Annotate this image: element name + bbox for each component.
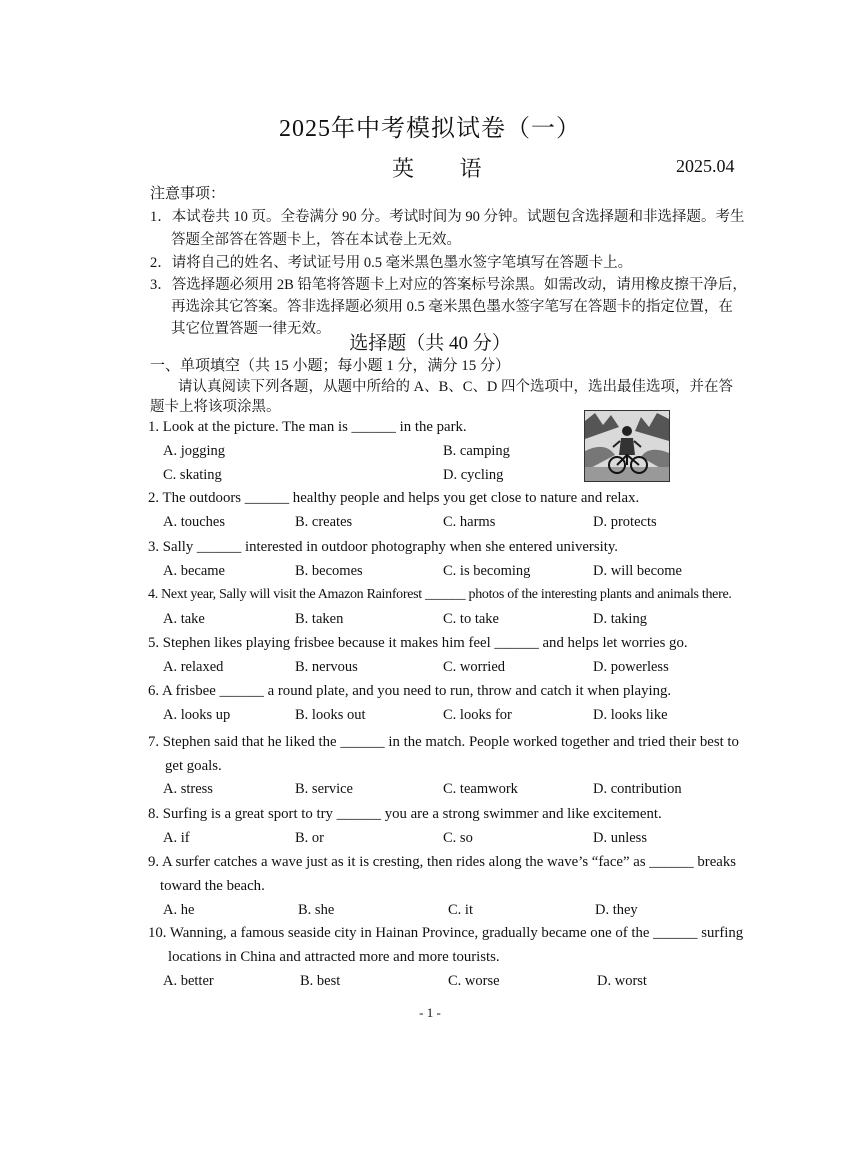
q3-option-a: A. became bbox=[163, 563, 225, 579]
q2-option-c: C. harms bbox=[443, 514, 496, 530]
q8-option-a: A. if bbox=[163, 830, 190, 846]
subject-label: 英 语 bbox=[392, 156, 502, 181]
q6-option-b: B. looks out bbox=[295, 707, 366, 723]
q8-option-c: C. so bbox=[443, 830, 473, 846]
q9-option-b: B. she bbox=[298, 902, 335, 918]
q10-option-a: A. better bbox=[163, 973, 214, 989]
question-3-stem: 3. Sally ______ interested in outdoor photography when she entered university. bbox=[148, 539, 618, 555]
q6-option-c: C. looks for bbox=[443, 707, 512, 723]
notice-line: 其它位置答题一律无效。 bbox=[171, 321, 331, 337]
question-6-stem: 6. A frisbee ______ a round plate, and you need to run, throw and catch it when playing. bbox=[148, 683, 672, 699]
q1-option-a: A. jogging bbox=[163, 443, 226, 459]
section-title: 选择题（共 40 分） bbox=[349, 333, 511, 354]
q2-option-b: B. creates bbox=[295, 514, 353, 530]
q2-option-a: A. touches bbox=[163, 514, 226, 530]
q7-option-d: D. contribution bbox=[593, 781, 682, 797]
q7-option-c: C. teamwork bbox=[443, 781, 518, 797]
q4-option-c: C. to take bbox=[443, 611, 499, 627]
q10-option-b: B. best bbox=[300, 973, 341, 989]
question-1-stem: 1. Look at the picture. The man is ______ in the park. bbox=[148, 419, 467, 435]
q7-option-b: B. service bbox=[295, 781, 353, 797]
q5-option-b: B. nervous bbox=[295, 659, 358, 675]
question-7-stem-continued: get goals. bbox=[165, 758, 222, 774]
exam-date: 2025.04 bbox=[676, 156, 735, 176]
q3-option-c: C. is becoming bbox=[443, 563, 531, 579]
q8-option-d: D. unless bbox=[593, 830, 647, 846]
q5-option-a: A. relaxed bbox=[163, 659, 224, 675]
notice-line: 2．请将自己的姓名、考试证号用 0.5 毫米黑色墨水签字笔填写在答题卡上。 bbox=[150, 255, 633, 271]
q3-option-d: D. will become bbox=[593, 563, 682, 579]
question-9-stem: 9. A surfer catches a wave just as it is cresting, then rides along the wave’s “face” as ______ breaks bbox=[148, 854, 736, 870]
part-heading: 一、单项填空（共 15 小题；每小题 1 分，满分 15 分） bbox=[150, 358, 511, 374]
q1-option-d: D. cycling bbox=[443, 467, 504, 483]
q1-option-b: B. camping bbox=[443, 443, 510, 459]
exam-title: 2025年中考模拟试卷（一） bbox=[279, 116, 581, 142]
q10-option-c: C. worse bbox=[448, 973, 500, 989]
q1-option-c: C. skating bbox=[163, 467, 222, 483]
notice-line: 1．本试卷共 10 页。全卷满分 90 分。考试时间为 90 分钟。试题包含选择题和非选择题。考生 bbox=[150, 209, 745, 225]
q4-option-a: A. take bbox=[163, 611, 205, 627]
q9-option-d: D. they bbox=[595, 902, 638, 918]
q2-option-d: D. protects bbox=[593, 514, 657, 530]
question-5-stem: 5. Stephen likes playing frisbee because it makes him feel ______ and helps let worries go. bbox=[148, 635, 688, 651]
cyclist-illustration-icon bbox=[585, 411, 669, 481]
cyclist-picture bbox=[584, 410, 670, 482]
question-2-stem: 2. The outdoors ______ healthy people and helps you get close to nature and relax. bbox=[148, 490, 640, 506]
q5-option-c: C. worried bbox=[443, 659, 506, 675]
q9-option-c: C. it bbox=[448, 902, 473, 918]
notice-line: 再选涂其它答案。答非选择题必须用 0.5 毫米黑色墨水签字笔写在答题卡的指定位置，在 bbox=[171, 299, 733, 315]
notice-heading: 注意事项： bbox=[150, 186, 226, 202]
question-10-stem: 10. Wanning, a famous seaside city in Hainan Province, gradually became one of the ______ surfing bbox=[148, 925, 744, 941]
q3-option-b: B. becomes bbox=[295, 563, 363, 579]
q8-option-b: B. or bbox=[295, 830, 324, 846]
notice-line: 3．答选择题必须用 2B 铅笔将答题卡上对应的答案标号涂黑。如需改动，请用橡皮擦干净后， bbox=[150, 277, 747, 293]
q9-option-a: A. he bbox=[163, 902, 195, 918]
question-10-stem-continued: locations in China and attracted more and more tourists. bbox=[168, 949, 500, 965]
q7-option-a: A. stress bbox=[163, 781, 213, 797]
q4-option-b: B. taken bbox=[295, 611, 344, 627]
q6-option-d: D. looks like bbox=[593, 707, 668, 723]
instruction-line: 题卡上将该项涂黑。 bbox=[150, 399, 281, 415]
instruction-line: 请认真阅读下列各题，从题中所给的 A、B、C、D 四个选项中，选出最佳选项，并在答 bbox=[178, 379, 734, 395]
q10-option-d: D. worst bbox=[597, 973, 647, 989]
q4-option-d: D. taking bbox=[593, 611, 647, 627]
notice-line: 答题全部答在答题卡上，答在本试卷上无效。 bbox=[171, 232, 461, 248]
question-4-stem: 4. Next year, Sally will visit the Amazon Rainforest ______ photos of the interesting plants and animals there. bbox=[148, 587, 732, 602]
question-8-stem: 8. Surfing is a great sport to try ______ you are a strong swimmer and like excitement. bbox=[148, 806, 662, 822]
question-7-stem: 7. Stephen said that he liked the ______ in the match. People worked together and tried their best to bbox=[148, 734, 739, 750]
q5-option-d: D. powerless bbox=[593, 659, 669, 675]
page-number: - 1 - bbox=[419, 1005, 441, 1020]
question-9-stem-continued: toward the beach. bbox=[160, 878, 265, 894]
q6-option-a: A. looks up bbox=[163, 707, 231, 723]
